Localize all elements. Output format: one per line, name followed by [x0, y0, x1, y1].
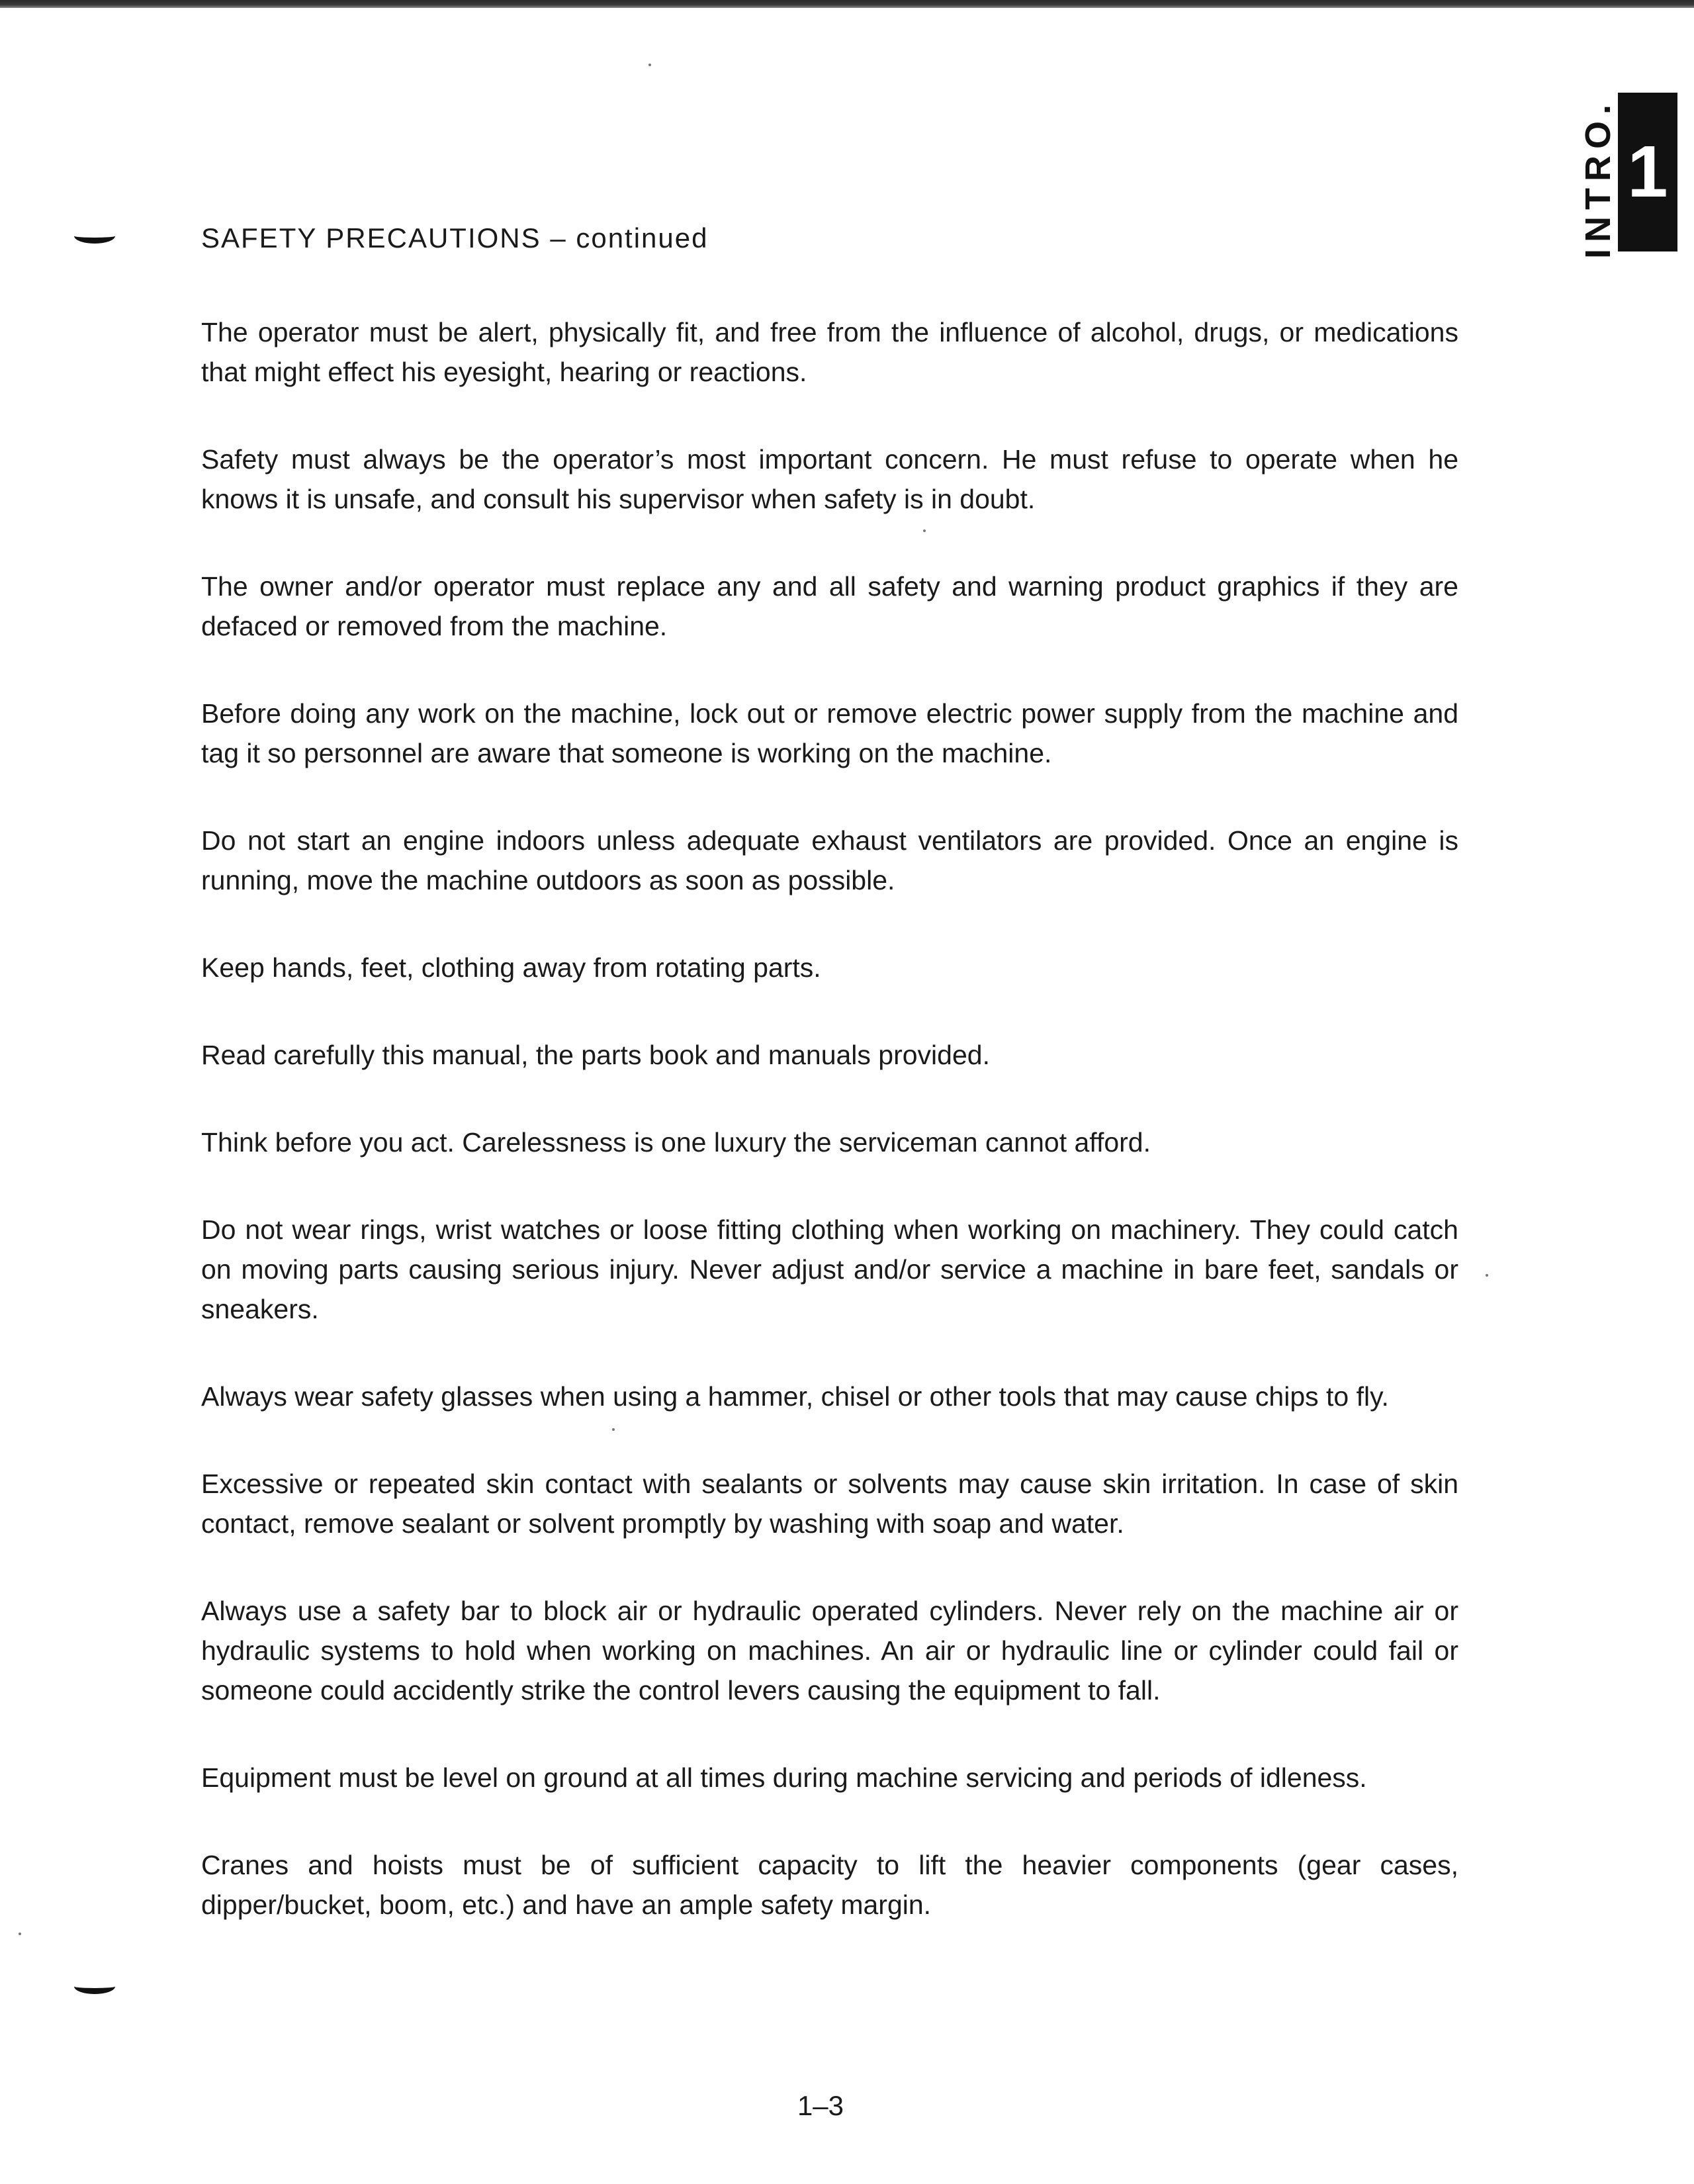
section-tab	[1578, 93, 1677, 265]
paragraph-skin-contact: Excessive or repeated skin contact with sealants or solvents may cause skin irritation. In case of skin contact, remove sealant or solvent promptly by washing with soap and water.	[201, 1469, 1458, 1539]
section-tab-number: 1	[1618, 93, 1677, 251]
section-heading: SAFETY PRECAUTIONS – continued	[201, 222, 709, 253]
top-scan-border	[0, 0, 1694, 8]
paragraph-product-graphics: The owner and/or operator must replace any and all safety and warning product graphics if they are defaced or removed from the machine.	[201, 571, 1458, 641]
paragraph-lockout-power: Before doing any work on the machine, lock out or remove electric power supply from the machine and tag it so personnel are aware that someone is working on the machine.	[201, 698, 1458, 768]
paragraph-safety-bar: Always use a safety bar to block air or hydraulic operated cylinders. Never rely on the machine air or hydraulic systems to hold when working on machines. An air or hydraulic line or cylinder could fail or someone could accidently strike the control levers causing the equipment to fall.	[201, 1596, 1458, 1706]
scan-speck	[648, 64, 651, 66]
scan-speck	[1486, 1274, 1488, 1277]
paragraph-engine-indoors: Do not start an engine indoors unless adequate exhaust ventilators are provided. Once an engine is running, move the machine outdoors as soon as possible.	[201, 825, 1458, 895]
page-number: 1–3	[797, 2090, 844, 2121]
paragraph-operator-fitness: The operator must be alert, physically fit, and free from the influence of alcohol, drugs, or medications that might effect his eyesight, hearing or reactions.	[201, 317, 1458, 387]
paragraph-rotating-parts: Keep hands, feet, clothing away from rotating parts.	[201, 952, 821, 983]
paragraph-safety-glasses: Always wear safety glasses when using a hammer, chisel or other tools that may cause chips to fly.	[201, 1381, 1389, 1412]
scan-speck	[19, 1933, 21, 1935]
paragraph-level-ground: Equipment must be level on ground at all times during machine servicing and periods of idleness.	[201, 1762, 1367, 1793]
page-content	[201, 218, 1458, 1972]
section-tab-label: INTRO.	[1578, 98, 1618, 259]
paragraph-read-manuals: Read carefully this manual, the parts book and manuals provided.	[201, 1040, 990, 1070]
binder-hole-mark-bottom	[74, 1979, 115, 1994]
paragraph-safety-concern: Safety must always be the operator’s most important concern. He must refuse to operate when he knows it is unsafe, and consult his supervisor when safety is in doubt.	[201, 444, 1458, 514]
paragraph-clothing: Do not wear rings, wrist watches or loose fitting clothing when working on machinery. They could catch on moving parts causing serious injury. Never adjust and/or service a machine in bare feet, sandals or sneakers.	[201, 1214, 1458, 1324]
binder-hole-mark-top	[74, 228, 115, 244]
paragraph-think-before-act: Think before you act. Carelessness is one luxury the serviceman cannot afford.	[201, 1127, 1151, 1158]
paragraph-cranes-hoists: Cranes and hoists must be of sufficient capacity to lift the heavier components (gear cases, dipper/bucket, boom, etc.) and have an ample safety margin.	[201, 1850, 1458, 1920]
